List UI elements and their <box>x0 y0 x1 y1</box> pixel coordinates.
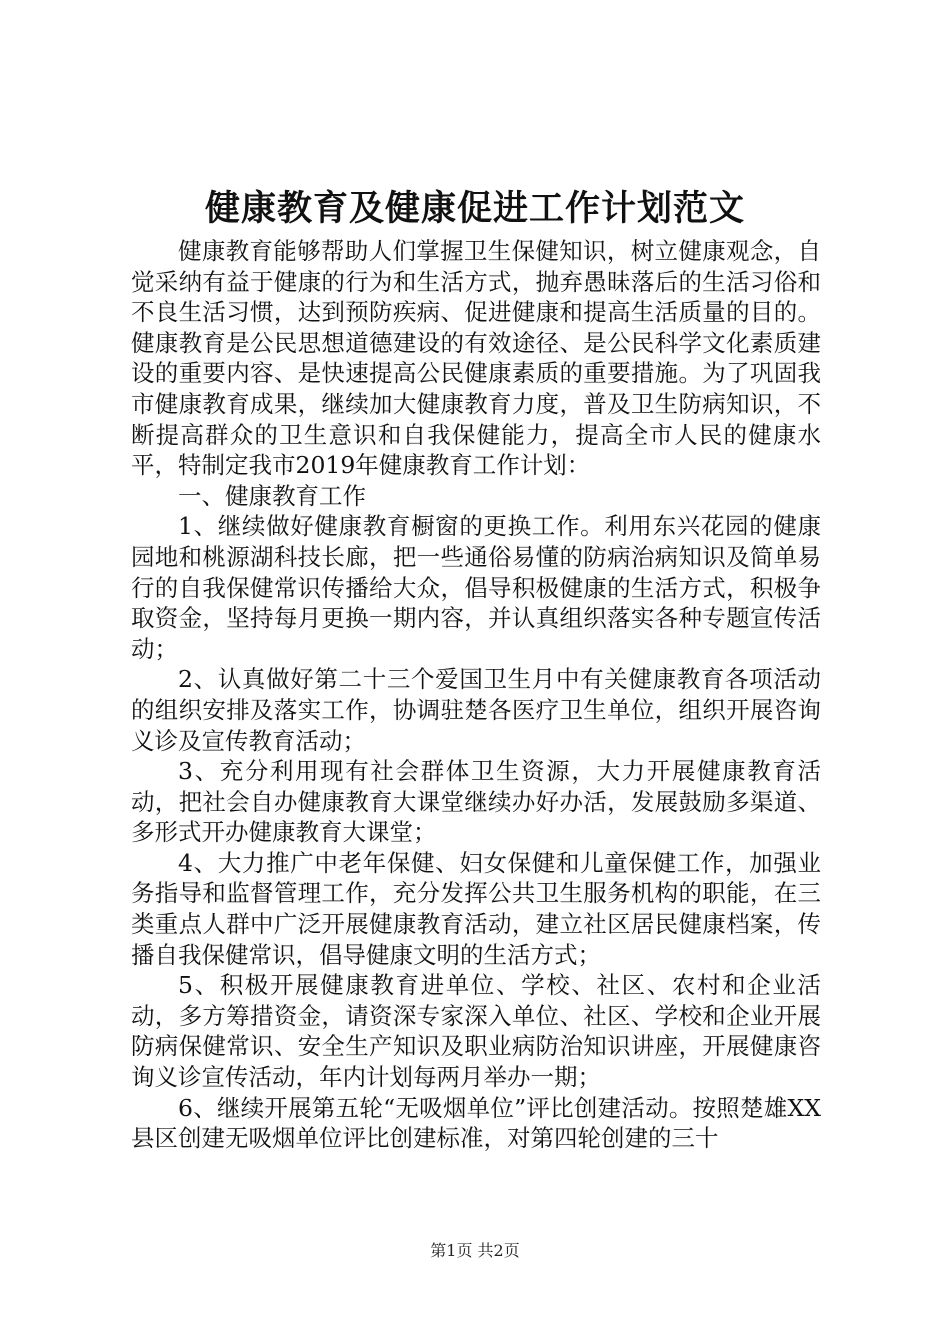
document-body <box>131 236 821 1154</box>
paragraph-item-2: 2、认真做好第二十三个爱国卫生月中有关健康教育各项活动的组织安排及落实工作，协调驻楚各医疗卫生单位，组织开展咨询义诊及宣传教育活动； <box>131 665 821 755</box>
paragraph-item-4: 4、大力推广中老年保健、妇女保健和儿童保健工作，加强业务指导和监督管理工作，充分发挥公共卫生服务机构的职能，在三类重点人群中广泛开展健康教育活动，建立社区居民健康档案，传播自我保健常识，倡导健康文明的生活方式； <box>131 848 821 969</box>
paragraph-item-6: 6、继续开展第五轮“无吸烟单位”评比创建活动。按照楚雄XX县区创建无吸烟单位评比创建标准，对第四轮创建的三十 <box>131 1093 821 1153</box>
document-title: 健康教育及健康促进工作计划范文 <box>204 188 745 229</box>
paragraph-item-3: 3、充分利用现有社会群体卫生资源，大力开展健康教育活动，把社会自办健康教育大课堂继续办好办活，发展鼓励多渠道、多形式开办健康教育大课堂； <box>131 757 821 847</box>
page-footer: 第1页 共2页 <box>430 1241 520 1260</box>
paragraph-intro: 健康教育能够帮助人们掌握卫生保健知识，树立健康观念，自觉采纳有益于健康的行为和生活方式，抛弃愚昧落后的生活习俗和不良生活习惯，达到预防疾病、促进健康和提高生活质量的目的。健康教育是公民思想道德建设的有效途径、是公民科学文化素质建设的重要内容、是快速提高公民健康素质的重要措施。为了巩固我市健康教育成果，继续加大健康教育力度，普及卫生防病知识，不断提高群众的卫生意识和自我保健能力，提高全市人民的健康水平，特制定我市2019年健康教育工作计划： <box>131 237 821 480</box>
paragraph-item-1: 1、继续做好健康教育橱窗的更换工作。利用东兴花园的健康园地和桃源湖科技长廊，把一些通俗易懂的防病治病知识及简单易行的自我保健常识传播给大众，倡导积极健康的生活方式，积极争取资金，坚持每月更换一期内容，并认真组织落实各种专题宣传活动； <box>131 512 821 663</box>
section-heading: 一、健康教育工作 <box>178 481 366 510</box>
paragraph-item-5: 5、积极开展健康教育进单位、学校、社区、农村和企业活动，多方筹措资金，请资深专家深入单位、社区、学校和企业开展防病保健常识、安全生产知识及职业病防治知识讲座，开展健康咨询义诊宣传活动，年内计划每两月举办一期； <box>131 971 821 1092</box>
